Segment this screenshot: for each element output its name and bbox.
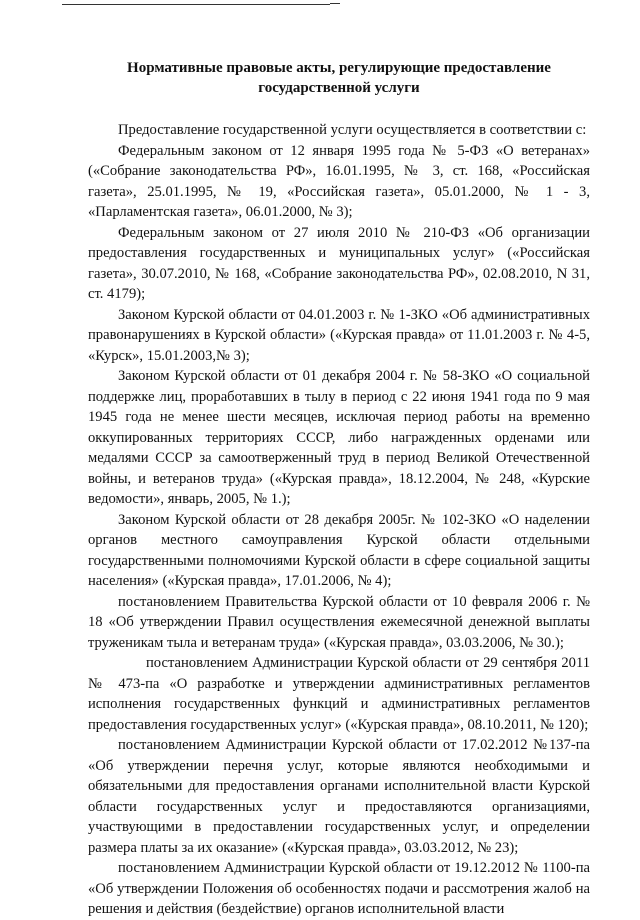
resolution-paragraph-18: постановлением Правительства Курской области от 10 февраля 2006 г. № 18 «Об утверждении Правил осуществления ежемесячной денежной выплаты труженикам тыла и ветеранам труда» («Курская правда», 03.03.2006, № 30.); [88,593,590,651]
title-line-2: государственной услуги [258,80,420,96]
scan-edge-line [62,4,330,5]
document-title [88,58,590,98]
law-paragraph-58zko: Законом Курской области от 01 декабря 2004 г. № 58-ЗКО «О социальной поддержке лиц, проработавших в тылу в период с 22 июня 1941 года по 9 мая 1945 года не менее шести месяцев, исключая период работы на временно оккупированных территориях СССР, либо награжденных орденами или медалями СССР за самоотверженный труд в период Великой Отечественной войны, и ветеранов труда» («Курская правда», 18.12.2004, № 248, «Курские ведомости», январь, 2005, № 1.); [88,368,590,507]
law-paragraph-210fz: Федеральным законом от 27 июля 2010 № 210-ФЗ «Об организации предоставления государственных и муниципальных услуг» («Российская газета», 30.07.2010, № 168, «Собрание законодательства РФ», 02.08.2010, N 31, ст. 4179); [88,224,590,302]
law-paragraph-1zko: Законом Курской области от 04.01.2003 г. № 1-ЗКО «Об административных правонарушениях в Курской области» («Курская правда» от 11.01.2003 г. № 4-5, «Курск», 15.01.2003,№ 3); [88,306,590,364]
document-page [88,58,590,920]
resolution-paragraph-137: постановлением Администрации Курской области от 17.02.2012 №137-па «Об утверждении перечня услуг, которые являются необходимыми и обязательными для предоставления органами исполнительной власти Курской области государственных услуг и предоставляются организациями, участвующими в предоставлении государственных услуг, и определении размера платы за их оказание» («Курская правда», 03.03.2012, № 23); [88,737,590,856]
resolution-paragraph-1100: постановлением Администрации Курской области от 19.12.2012 № 1100-па «Об утверждении Положения об особенностях подачи и рассмотрения жалоб на решения и действия (бездействие) органов исполнительной власти [88,860,590,917]
resolution-paragraph-473: постановлением Администрации Курской области от 29 сентября 2011 № 473-па «О разработке и утверждении административных регламентов исполнения государственных функций и административных регламентов предоставления государственных услуг» («Курская правда», 08.10.2011, № 120); [88,655,590,733]
law-paragraph-veterans: Федеральным законом от 12 января 1995 года № 5-ФЗ «О ветеранах» («Собрание законодательства РФ», 16.01.1995, № 3, ст. 168, «Российская газета», 25.01.1995, № 19, «Российская газета», 05.01.2000, № 1 - 3, «Парламентская газета», 06.01.2000, № 3); [88,142,590,220]
scan-edge-mark [330,3,340,4]
intro-paragraph: Предоставление государственной услуги осуществляется в соответствии с: [118,122,587,138]
title-line-1: Нормативные правовые акты, регулирующие предоставление [127,60,551,76]
law-paragraph-102zko: Законом Курской области от 28 декабря 2005г. № 102-ЗКО «О наделении органов местного самоуправления Курской области отдельными государственными полномочиями Курской области в сфере социальной защиты населения» («Курская правда», 17.01.2006, № 4); [88,511,590,589]
